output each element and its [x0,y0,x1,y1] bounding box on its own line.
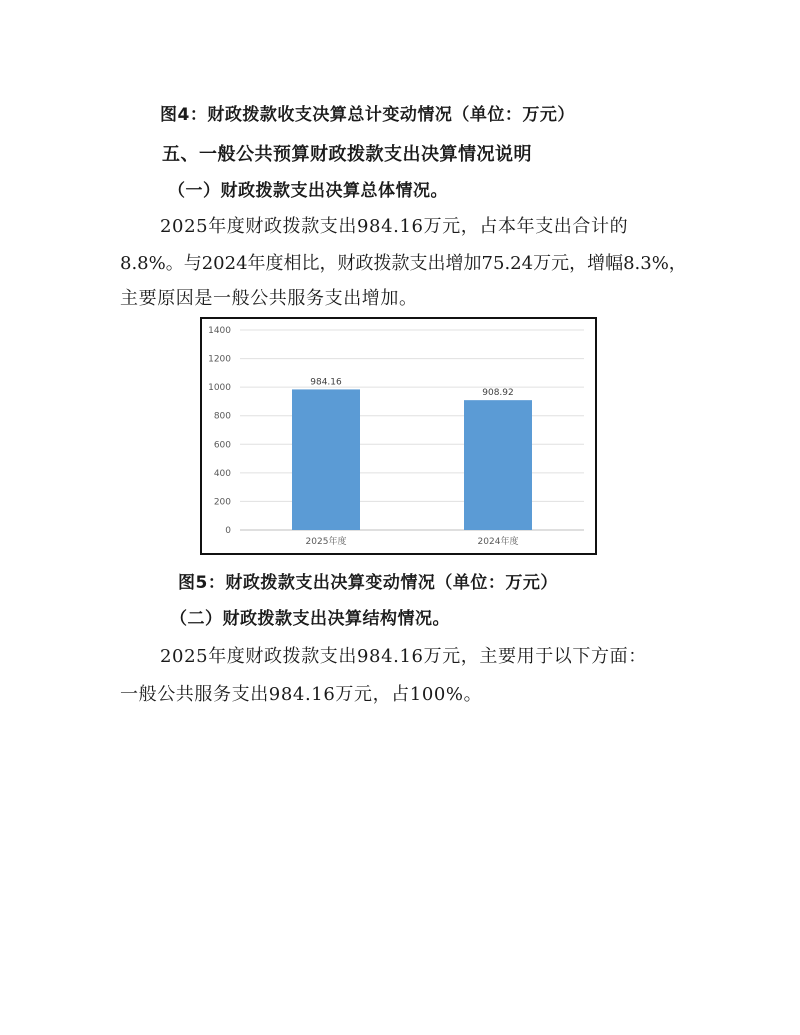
bar [292,389,360,530]
data-label: 908.92 [482,388,514,399]
y-tick-label: 1000 [208,383,231,394]
paragraph-line: 8.8%。与2024年度相比，财政拨款支出增加75.24万元，增幅8.3%， [120,253,687,274]
subsection-title-structure: （二）财政拨款支出决算结构情况。 [170,609,450,629]
subsection-title-overall: （一）财政拨款支出决算总体情况。 [168,181,448,201]
x-tick-label: 2025年度 [305,537,347,547]
paragraph-line: 2025年度财政拨款支出984.16万元，主要用于以下方面： [160,646,647,667]
figure5-caption: 图5：财政拨款支出决算变动情况（单位：万元） [178,573,558,593]
section-title: 五、一般公共预算财政拨款支出决算情况说明 [162,144,532,165]
y-tick-label: 800 [213,411,231,422]
y-tick-label: 200 [213,497,231,508]
paragraph-line: 一般公共服务支出984.16万元，占100%。 [120,684,483,705]
y-tick-label: 0 [225,526,231,536]
x-tick-label: 2024年度 [477,537,519,547]
y-tick-label: 1200 [208,354,231,365]
figure4-caption: 图4：财政拨款收支决算总计变动情况（单位：万元） [160,105,575,125]
y-tick-label: 400 [213,468,231,479]
chart-canvas [202,319,595,553]
y-tick-label: 600 [213,440,231,451]
paragraph-line: 2025年度财政拨款支出984.16万元，占本年支出合计的 [160,216,629,237]
bar-chart [200,317,597,555]
paragraph-line: 主要原因是一般公共服务支出增加。 [120,288,418,309]
data-label: 984.16 [310,377,342,388]
bar [464,400,532,530]
y-tick-label: 1400 [208,326,231,336]
